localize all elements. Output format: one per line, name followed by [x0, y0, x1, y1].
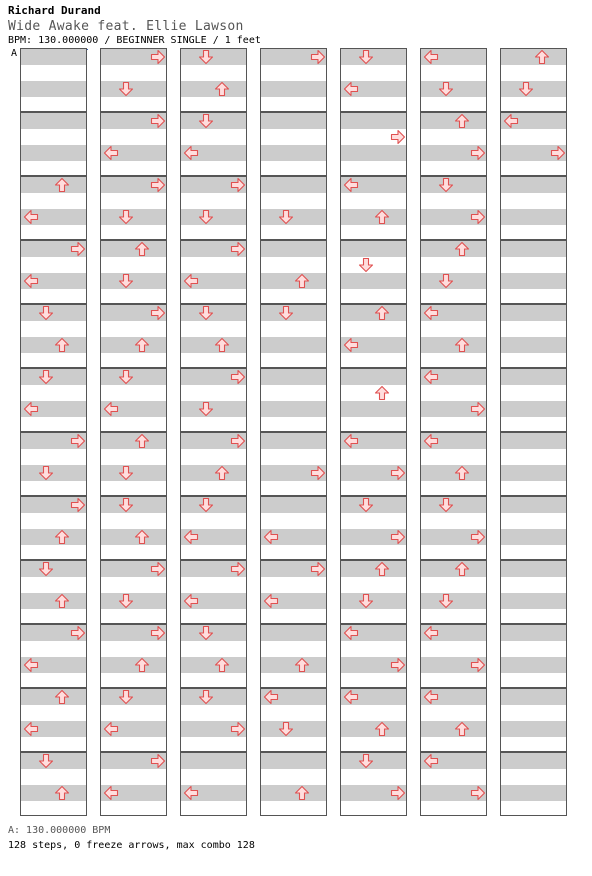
step-arrow-right-icon	[390, 465, 406, 481]
step-arrow-left-icon	[423, 49, 439, 65]
measure	[500, 432, 567, 496]
measure	[20, 752, 87, 816]
beat-band	[501, 209, 566, 225]
measure	[420, 48, 487, 112]
step-arrow-down-icon	[358, 257, 374, 273]
step-arrow-right-icon	[150, 753, 166, 769]
beat-band	[501, 369, 566, 385]
measure	[180, 624, 247, 688]
measure	[500, 752, 567, 816]
step-arrow-left-icon	[23, 273, 39, 289]
measure	[420, 368, 487, 432]
step-arrow-left-icon	[23, 401, 39, 417]
step-arrow-up-icon	[374, 561, 390, 577]
step-arrow-right-icon	[310, 49, 326, 65]
measure	[260, 752, 327, 816]
beat-band	[261, 145, 326, 161]
beat-band	[501, 497, 566, 513]
step-arrow-up-icon	[454, 465, 470, 481]
measure	[180, 240, 247, 304]
beat-band	[261, 177, 326, 193]
step-arrow-left-icon	[343, 337, 359, 353]
chart-summary: 128 steps, 0 freeze arrows, max combo 128	[8, 840, 255, 851]
step-arrow-up-icon	[294, 273, 310, 289]
step-arrow-down-icon	[118, 273, 134, 289]
step-arrow-left-icon	[343, 625, 359, 641]
step-arrow-left-icon	[263, 689, 279, 705]
step-arrow-left-icon	[103, 785, 119, 801]
step-arrow-down-icon	[438, 177, 454, 193]
measure	[100, 240, 167, 304]
measure	[260, 560, 327, 624]
step-arrow-up-icon	[134, 337, 150, 353]
step-arrow-right-icon	[390, 529, 406, 545]
step-arrow-up-icon	[134, 529, 150, 545]
beat-band	[261, 81, 326, 97]
beat-band	[501, 561, 566, 577]
measure	[340, 240, 407, 304]
step-arrow-down-icon	[198, 209, 214, 225]
beat-band	[501, 721, 566, 737]
measure	[20, 48, 87, 112]
measure	[420, 112, 487, 176]
beat-band	[501, 593, 566, 609]
measure	[20, 560, 87, 624]
beat-band	[181, 753, 246, 769]
measure	[340, 304, 407, 368]
step-arrow-left-icon	[183, 273, 199, 289]
step-arrow-down-icon	[198, 401, 214, 417]
step-arrow-up-icon	[294, 657, 310, 673]
measure	[180, 560, 247, 624]
step-arrow-right-icon	[230, 561, 246, 577]
beat-band	[261, 241, 326, 257]
step-arrow-up-icon	[54, 593, 70, 609]
step-arrow-right-icon	[70, 625, 86, 641]
measure	[20, 368, 87, 432]
step-arrow-down-icon	[38, 305, 54, 321]
measure	[100, 304, 167, 368]
step-arrow-right-icon	[230, 369, 246, 385]
step-arrow-right-icon	[150, 561, 166, 577]
measure	[180, 112, 247, 176]
step-arrow-right-icon	[390, 657, 406, 673]
step-arrow-left-icon	[423, 689, 439, 705]
beat-band	[21, 113, 86, 129]
step-arrow-up-icon	[534, 49, 550, 65]
measure	[180, 368, 247, 432]
measure	[100, 48, 167, 112]
beat-band	[501, 465, 566, 481]
step-arrow-up-icon	[214, 657, 230, 673]
measure	[180, 48, 247, 112]
step-arrow-left-icon	[183, 145, 199, 161]
measure	[180, 304, 247, 368]
step-arrow-left-icon	[423, 433, 439, 449]
step-arrow-right-icon	[470, 209, 486, 225]
measure	[500, 304, 567, 368]
step-arrow-down-icon	[38, 465, 54, 481]
step-arrow-down-icon	[278, 209, 294, 225]
step-arrow-right-icon	[550, 145, 566, 161]
step-arrow-up-icon	[454, 721, 470, 737]
measure	[20, 496, 87, 560]
song-title: Wide Awake feat. Ellie Lawson	[8, 19, 244, 34]
step-arrow-left-icon	[183, 785, 199, 801]
measure	[500, 176, 567, 240]
measure	[260, 176, 327, 240]
step-arrow-right-icon	[230, 433, 246, 449]
beat-band	[501, 401, 566, 417]
step-arrow-left-icon	[23, 209, 39, 225]
step-arrow-up-icon	[454, 561, 470, 577]
song-artist: Richard Durand	[8, 4, 101, 17]
beat-band	[261, 625, 326, 641]
step-arrow-down-icon	[118, 369, 134, 385]
step-arrow-left-icon	[23, 657, 39, 673]
measure	[500, 496, 567, 560]
step-arrow-right-icon	[470, 401, 486, 417]
beat-band	[341, 401, 406, 417]
measure	[420, 624, 487, 688]
step-arrow-down-icon	[438, 593, 454, 609]
beat-band	[261, 337, 326, 353]
step-arrow-down-icon	[38, 561, 54, 577]
step-arrow-up-icon	[374, 385, 390, 401]
step-arrow-down-icon	[198, 305, 214, 321]
step-arrow-right-icon	[150, 177, 166, 193]
measure	[340, 560, 407, 624]
step-arrow-left-icon	[23, 721, 39, 737]
measure	[340, 112, 407, 176]
step-arrow-left-icon	[343, 689, 359, 705]
measure	[20, 176, 87, 240]
step-arrow-down-icon	[278, 721, 294, 737]
measure	[260, 432, 327, 496]
step-arrow-left-icon	[103, 721, 119, 737]
measure	[420, 240, 487, 304]
measure	[20, 304, 87, 368]
chart-info: BPM: 130.000000 / BEGINNER SINGLE / 1 feet	[8, 35, 261, 46]
step-arrow-right-icon	[390, 129, 406, 145]
measure	[340, 496, 407, 560]
step-arrow-up-icon	[54, 785, 70, 801]
measure	[100, 752, 167, 816]
measure	[20, 432, 87, 496]
step-arrow-right-icon	[230, 177, 246, 193]
beat-band	[501, 273, 566, 289]
beat-band	[501, 657, 566, 673]
beat-band	[21, 81, 86, 97]
measure	[260, 304, 327, 368]
step-arrow-right-icon	[70, 241, 86, 257]
measure	[500, 624, 567, 688]
step-arrow-up-icon	[454, 113, 470, 129]
step-arrow-right-icon	[150, 49, 166, 65]
measure	[100, 688, 167, 752]
measure	[500, 560, 567, 624]
step-arrow-up-icon	[374, 721, 390, 737]
measure	[340, 48, 407, 112]
step-arrow-down-icon	[278, 305, 294, 321]
measure	[100, 560, 167, 624]
measure	[260, 48, 327, 112]
beat-band	[341, 113, 406, 129]
step-arrow-up-icon	[374, 209, 390, 225]
step-arrow-down-icon	[118, 81, 134, 97]
bpm-legend: A: 130.000000 BPM	[8, 825, 111, 836]
measure	[180, 752, 247, 816]
beat-band	[501, 305, 566, 321]
step-arrow-up-icon	[454, 337, 470, 353]
measure	[20, 624, 87, 688]
measure	[260, 624, 327, 688]
beat-band	[501, 785, 566, 801]
beat-band	[341, 369, 406, 385]
step-arrow-down-icon	[118, 465, 134, 481]
step-arrow-right-icon	[150, 305, 166, 321]
step-arrow-down-icon	[198, 113, 214, 129]
step-arrow-left-icon	[423, 625, 439, 641]
measure	[500, 368, 567, 432]
step-arrow-left-icon	[423, 305, 439, 321]
measure	[260, 368, 327, 432]
measure	[180, 432, 247, 496]
step-arrow-right-icon	[470, 657, 486, 673]
step-arrow-up-icon	[214, 81, 230, 97]
measure	[100, 496, 167, 560]
step-arrow-down-icon	[438, 273, 454, 289]
step-arrow-down-icon	[438, 81, 454, 97]
beat-band	[501, 177, 566, 193]
beat-band	[21, 145, 86, 161]
step-arrow-down-icon	[438, 497, 454, 513]
measure	[500, 688, 567, 752]
beat-band	[261, 753, 326, 769]
measure	[500, 112, 567, 176]
step-arrow-left-icon	[503, 113, 519, 129]
measure	[340, 752, 407, 816]
step-arrow-up-icon	[54, 337, 70, 353]
measure	[420, 496, 487, 560]
step-arrow-down-icon	[198, 689, 214, 705]
measure	[260, 496, 327, 560]
step-arrow-up-icon	[134, 241, 150, 257]
beat-band	[501, 753, 566, 769]
beat-band	[501, 337, 566, 353]
step-arrow-down-icon	[198, 625, 214, 641]
step-arrow-up-icon	[374, 305, 390, 321]
step-arrow-down-icon	[38, 753, 54, 769]
beat-band	[261, 497, 326, 513]
step-arrow-left-icon	[263, 529, 279, 545]
beat-band	[501, 433, 566, 449]
step-arrow-right-icon	[70, 497, 86, 513]
step-arrow-right-icon	[470, 785, 486, 801]
beat-band	[341, 145, 406, 161]
step-arrow-left-icon	[103, 401, 119, 417]
beat-band	[501, 625, 566, 641]
step-arrow-up-icon	[214, 337, 230, 353]
step-arrow-down-icon	[198, 497, 214, 513]
step-arrow-down-icon	[118, 497, 134, 513]
step-arrow-down-icon	[358, 497, 374, 513]
measure	[500, 240, 567, 304]
measure	[20, 688, 87, 752]
step-arrow-left-icon	[183, 529, 199, 545]
measure	[420, 560, 487, 624]
measure	[20, 112, 87, 176]
step-arrow-down-icon	[198, 49, 214, 65]
step-arrow-right-icon	[310, 465, 326, 481]
step-arrow-up-icon	[134, 657, 150, 673]
measure	[100, 624, 167, 688]
measure	[420, 432, 487, 496]
beat-band	[261, 113, 326, 129]
step-arrow-up-icon	[54, 689, 70, 705]
step-arrow-left-icon	[103, 145, 119, 161]
beat-band	[501, 529, 566, 545]
step-arrow-down-icon	[38, 369, 54, 385]
measure	[340, 688, 407, 752]
step-arrow-right-icon	[310, 561, 326, 577]
beat-band	[21, 49, 86, 65]
step-arrow-up-icon	[134, 433, 150, 449]
beat-band	[501, 689, 566, 705]
measure	[340, 432, 407, 496]
step-arrow-right-icon	[470, 529, 486, 545]
step-arrow-left-icon	[343, 433, 359, 449]
step-arrow-right-icon	[390, 785, 406, 801]
measure	[100, 432, 167, 496]
bpm-marker-label: A	[11, 48, 18, 59]
measure	[420, 752, 487, 816]
measure	[500, 48, 567, 112]
step-arrow-left-icon	[263, 593, 279, 609]
measure	[180, 176, 247, 240]
beat-band	[501, 241, 566, 257]
step-arrow-down-icon	[358, 49, 374, 65]
beat-band	[341, 273, 406, 289]
measure	[180, 496, 247, 560]
measure	[100, 112, 167, 176]
beat-band	[341, 241, 406, 257]
step-arrow-right-icon	[150, 625, 166, 641]
measure	[420, 304, 487, 368]
step-arrow-down-icon	[358, 593, 374, 609]
step-arrow-up-icon	[54, 529, 70, 545]
measure	[100, 368, 167, 432]
measure	[340, 624, 407, 688]
step-arrow-left-icon	[183, 593, 199, 609]
step-arrow-right-icon	[470, 145, 486, 161]
measure	[420, 176, 487, 240]
beat-band	[261, 433, 326, 449]
step-arrow-down-icon	[118, 209, 134, 225]
step-arrow-up-icon	[454, 241, 470, 257]
measure	[260, 240, 327, 304]
measure	[420, 688, 487, 752]
beat-band	[261, 401, 326, 417]
step-arrow-up-icon	[54, 177, 70, 193]
step-arrow-left-icon	[343, 177, 359, 193]
step-arrow-right-icon	[150, 113, 166, 129]
measure	[20, 240, 87, 304]
step-arrow-right-icon	[70, 433, 86, 449]
step-arrow-down-icon	[358, 753, 374, 769]
measure	[340, 176, 407, 240]
step-arrow-left-icon	[343, 81, 359, 97]
measure	[180, 688, 247, 752]
step-arrow-down-icon	[118, 689, 134, 705]
step-arrow-up-icon	[294, 785, 310, 801]
step-arrow-left-icon	[423, 369, 439, 385]
measure	[260, 688, 327, 752]
measure	[340, 368, 407, 432]
step-arrow-down-icon	[518, 81, 534, 97]
step-arrow-up-icon	[214, 465, 230, 481]
measure	[100, 176, 167, 240]
measure	[260, 112, 327, 176]
step-arrow-right-icon	[230, 241, 246, 257]
step-arrow-down-icon	[118, 593, 134, 609]
step-arrow-left-icon	[423, 753, 439, 769]
step-arrow-right-icon	[230, 721, 246, 737]
beat-band	[261, 369, 326, 385]
